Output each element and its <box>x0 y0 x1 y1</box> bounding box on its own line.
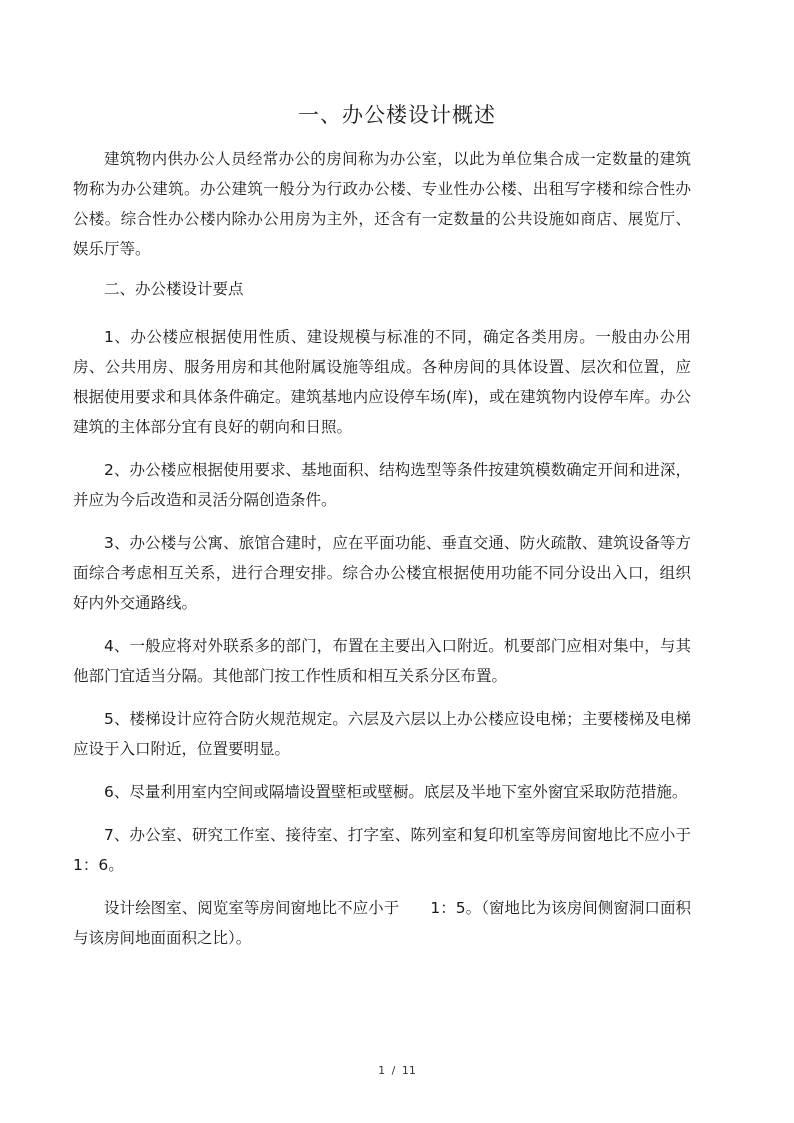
design-point-5: 5、楼梯设计应符合防火规范规定。六层及六层以上办公楼应设电梯；主要楼梯及电梯应设于入口附近，位置要明显。 <box>73 710 691 758</box>
design-point-6: 6、尽量利用室内空间或隔墙设置壁柜或壁橱。底层及半地下室外窗宜采取防范措施。 <box>104 783 688 801</box>
page-title: 一、办公楼设计概述 <box>298 103 496 127</box>
document-body <box>73 144 707 953</box>
design-point-4: 4、一般应将对外联系多的部门，布置在主要出入口附近。机要部门应相对集中，与其他部门宜适当分隔。其他部门按工作性质和相互关系分区布置。 <box>73 637 691 685</box>
page-number: 1 / 11 <box>378 1064 416 1077</box>
design-point-3: 3、办公楼与公寓、旅馆合建时，应在平面功能、垂直交通、防火疏散、建筑设备等方面综合考虑相互关系，进行合理安排。综合办公楼宜根据使用功能不同分设出入口，组织好内外交通路线。 <box>73 534 691 612</box>
section-heading: 二、办公楼设计要点 <box>104 280 244 298</box>
design-point-7: 7、办公室、研究工作室、接待室、打字室、陈列室和复印机室等房间窗地比不应小于 1：6。 <box>73 826 707 874</box>
design-point-1: 1、办公楼应根据使用性质、建设规模与标准的不同，确定各类用房。一般由办公用房、公共用房、服务用房和其他附属设施等组成。各种房间的具体设置、层次和位置，应根据使用要求和具体条件确定。建筑基地内应设停车场(库)，或在建筑物内设停车库。办公建筑的主体部分宜有良好的朝向和日照。 <box>73 328 691 436</box>
design-point-8: 设计绘图室、阅览室等房间窗地比不应小于 1：5。（窗地比为该房间侧窗洞口面积与该房间地面面积之比）。 <box>73 899 691 947</box>
design-point-2: 2、办公楼应根据使用要求、基地面积、结构选型等条件按建筑模数确定开间和进深，并应为今后改造和灵活分隔创造条件。 <box>73 461 691 509</box>
intro-paragraph: 建筑物内供办公人员经常办公的房间称为办公室，以此为单位集合成一定数量的建筑物称为办公建筑。办公建筑一般分为行政办公楼、专业性办公楼、出租写字楼和综合性办公楼。综合性办公楼内除办公用房为主外，还含有一定数量的公共设施如商店、展览厅、娱乐厅等。 <box>73 150 691 258</box>
